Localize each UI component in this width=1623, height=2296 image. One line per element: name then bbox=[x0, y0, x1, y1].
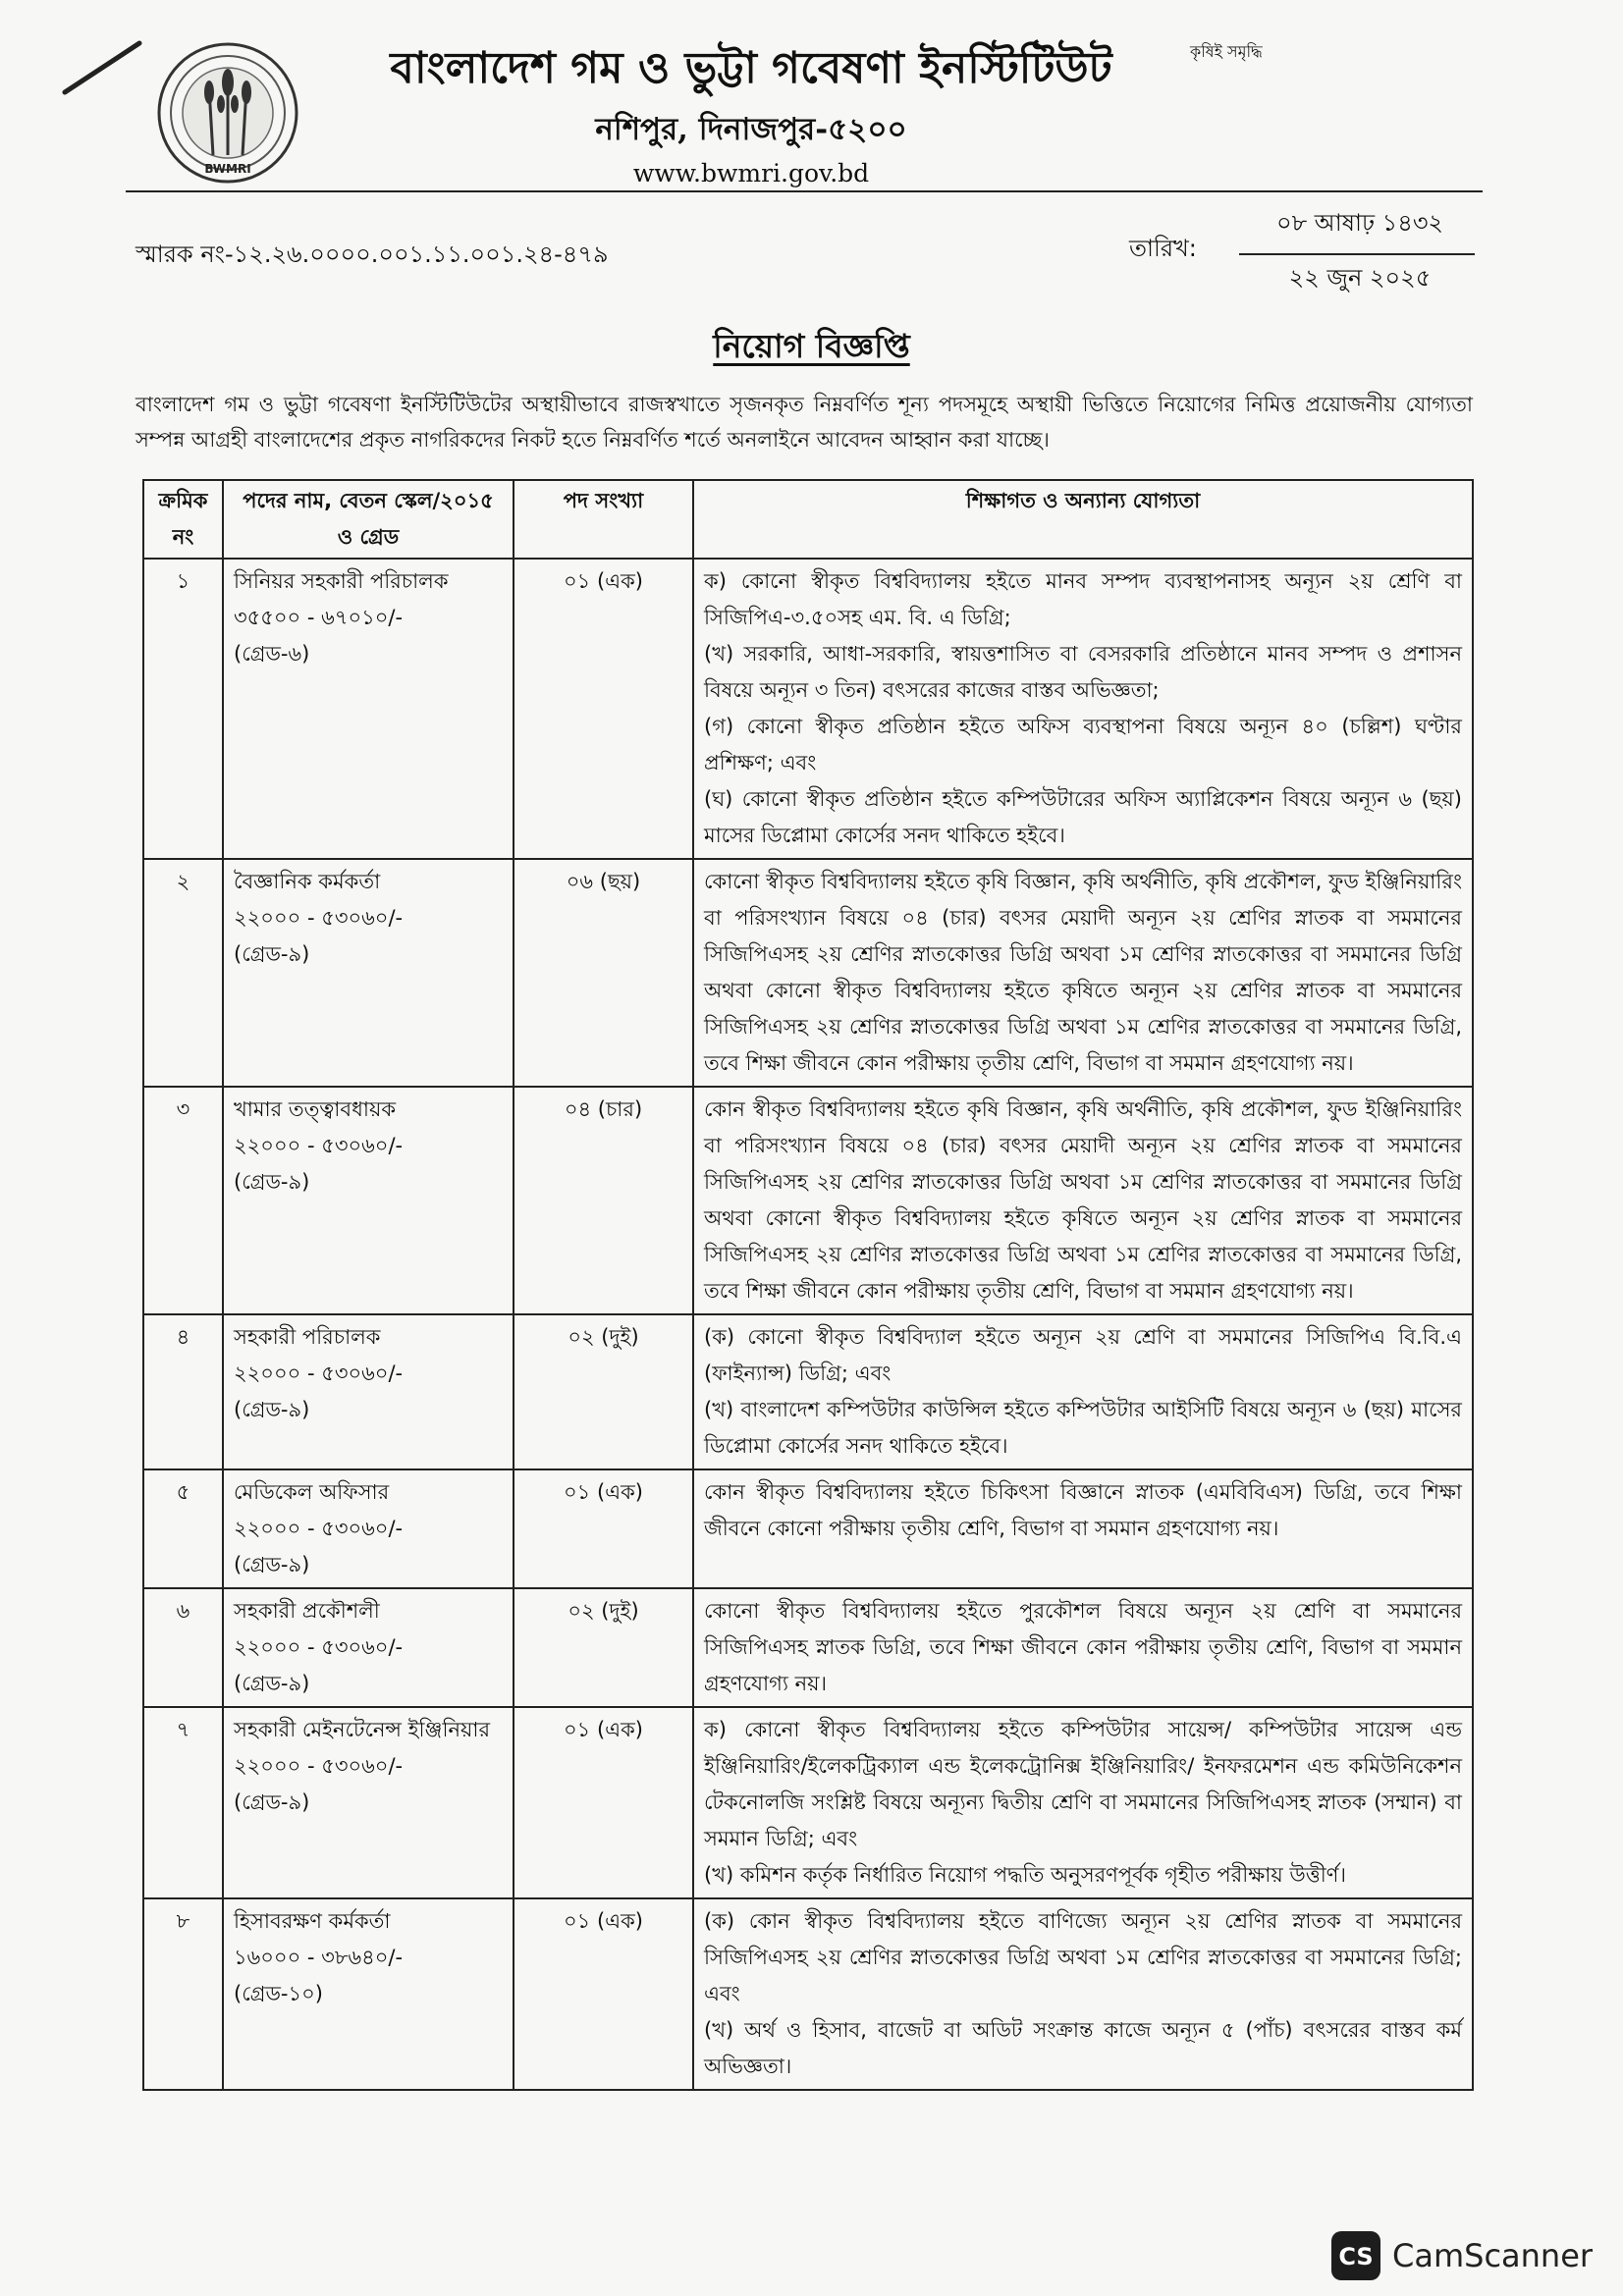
row-post-cell bbox=[223, 1588, 514, 1707]
row-post-count: ০৬ (ছয়) bbox=[514, 859, 693, 1087]
row-serial: ৩ bbox=[143, 1087, 223, 1314]
post-name: হিসাবরক্ষণ কর্মকর্তা bbox=[234, 1909, 391, 1933]
post-name: খামার তত্ত্বাবধায়ক bbox=[234, 1097, 397, 1121]
org-address: নশিপুর, দিনাজপুর-৫২০০ bbox=[595, 112, 907, 147]
row-post-cell bbox=[223, 859, 514, 1087]
row-serial: ৪ bbox=[143, 1314, 223, 1469]
qualification-item: (খ) অর্থ ও হিসাব, বাজেট বা অডিট সংক্রান্ত কাজে অন্যূন ৫ (পাঁচ) বৎসরের বাস্তব কর্ম অভিজ্ঞতা। bbox=[704, 2018, 1462, 2078]
row-qualification-cell bbox=[693, 1588, 1473, 1707]
grade: (গ্রেড-৯) bbox=[234, 942, 310, 966]
row-post-cell bbox=[223, 1087, 514, 1314]
vacancy-table bbox=[142, 479, 1474, 2091]
table-row bbox=[143, 1087, 1473, 1314]
pay-scale: ২২০০০ - ৫৩০৬০/- bbox=[234, 1362, 404, 1385]
row-serial: ৭ bbox=[143, 1707, 223, 1898]
org-name: বাংলাদেশ গম ও ভুট্টা গবেষণা ইনস্টিটিউট bbox=[390, 43, 1112, 93]
pay-scale: ২২০০০ - ৫৩০৬০/- bbox=[234, 1635, 404, 1659]
qualification-item: (ক) কোনো স্বীকৃত বিশ্ববিদ্যাল হইতে অন্যূন ২য় শ্রেণি বা সমমানের সিজিপিএ বি.বি.এ (ফাইন্যান্স) ডিগ্রি; এবং bbox=[704, 1325, 1462, 1385]
date-divider bbox=[1239, 253, 1475, 255]
grade: (গ্রেড-৯) bbox=[234, 1170, 310, 1194]
row-post-count: ০১ (এক) bbox=[514, 1898, 693, 2090]
grade: (গ্রেড-৯) bbox=[234, 1672, 310, 1695]
institute-logo bbox=[154, 39, 301, 187]
row-serial: ৬ bbox=[143, 1588, 223, 1707]
table-row bbox=[143, 1588, 1473, 1707]
post-name: সহকারী মেইনটেনেন্স ইঞ্জিনিয়ার bbox=[234, 1718, 491, 1741]
row-qualification-cell bbox=[693, 1314, 1473, 1469]
org-website: www.bwmri.gov.bd bbox=[632, 159, 870, 187]
motto-text: কৃষিই সমৃদ্ধি bbox=[1190, 42, 1263, 61]
qualification-item: কোন স্বীকৃত বিশ্ববিদ্যালয় হইতে কৃষি বিজ্ঞান, কৃষি অর্থনীতি, কৃষি প্রকৌশল, ফুড ইঞ্জিনিয়ারিং বা পরিসংখ্যান বিষয়ে ০৪ (চার) বৎসর মেয়াদী অন্যূন ২য় শ্রেণির স্নাতক বা সমমানের সিজিপিএসহ ২য় শ্রেণির স্নাতকোত্তর ডিগ্রি অথবা ১ম শ্রেণির স্নাতকোত্তর বা সমমানের ডিগ্রি অথবা কোনো স্বীকৃত বিশ্ববিদ্যালয় হইতে কৃষিতে অন্যূন ২য় শ্রেণির স্নাতক বা সমমানের সিজিপিএসহ ২য় শ্রেণির স্নাতকোত্তর ডিগ্রি অথবা ১ম শ্রেণির স্নাতকোত্তর বা সমমানের ডিগ্রি, তবে শিক্ষা জীবনে কোন পরীক্ষায় তৃতীয় শ্রেণি, বিভাগ বা সমমান গ্রহণযোগ্য নয়। bbox=[704, 1097, 1462, 1303]
qualification-item: (ক) কোন স্বীকৃত বিশ্ববিদ্যালয় হইতে বাণিজ্যে অন্যূন ২য় শ্রেণির স্নাতক বা সমমানের সিজিপিএসহ ২য় শ্রেণির স্নাতকোত্তর ডিগ্রি অথবা ১ম শ্রেণির স্নাতকোত্তর বা সমমানের ডিগ্রি; এবং bbox=[704, 1909, 1462, 2005]
row-post-count: ০১ (এক) bbox=[514, 1469, 693, 1588]
grade: (গ্রেড-১০) bbox=[234, 1982, 323, 2005]
pay-scale: ২২০০০ - ৫৩০৬০/- bbox=[234, 1517, 404, 1540]
header-serial: ক্রমিক নং bbox=[143, 480, 223, 559]
svg-text:CS: CS bbox=[1338, 2243, 1374, 2270]
post-name: বৈজ্ঞানিক কর্মকর্তা bbox=[234, 870, 381, 893]
table-row bbox=[143, 559, 1473, 859]
row-qualification-cell bbox=[693, 559, 1473, 859]
row-serial: ২ bbox=[143, 859, 223, 1087]
header-count: পদ সংখ্যা bbox=[514, 480, 693, 559]
camscanner-watermark: CamScanner bbox=[1392, 2237, 1594, 2274]
memo-number: স্মারক নং-১২.২৬.০০০০.০০১.১১.০০১.২৪-৪৭৯ bbox=[135, 240, 609, 268]
row-qualification-cell bbox=[693, 1707, 1473, 1898]
header-divider bbox=[126, 190, 1483, 192]
post-name: সিনিয়র সহকারী পরিচালক bbox=[234, 569, 449, 593]
row-post-cell bbox=[223, 559, 514, 859]
post-name: মেডিকেল অফিসার bbox=[234, 1480, 390, 1504]
qualification-item: কোন স্বীকৃত বিশ্ববিদ্যালয় হইতে চিকিৎসা বিজ্ঞানে স্নাতক (এমবিবিএস) ডিগ্রি, তবে শিক্ষা জীবনে কোনো পরীক্ষায় তৃতীয় শ্রেণি, বিভাগ বা সমমান গ্রহণযোগ্য নয়। bbox=[704, 1480, 1462, 1540]
header-post: পদের নাম, বেতন স্কেল/২০১৫ ও গ্রেড bbox=[223, 480, 514, 559]
qualification-item: ক) কোনো স্বীকৃত বিশ্ববিদ্যালয় হইতে কম্পিউটার সায়েন্স/ কম্পিউটার সায়েন্স এন্ড ইঞ্জিনিয়ারিং/ইলেকট্রিক্যাল এন্ড ইলেকট্রোনিক্স ইঞ্জিনিয়ারিং/ ইনফরমেশন এন্ড কমিউনিকেশন টেকনোলজি সংশ্লিষ্ট বিষয়ে অন্যূন্য দ্বিতীয় শ্রেণি বা সমমানের সিজিপিএসহ স্নাতক (সম্মান) বা সমমান ডিগ্রি; এবং bbox=[704, 1718, 1462, 1850]
table-header-row bbox=[143, 480, 1473, 559]
qualification-item: (গ) কোনো স্বীকৃত প্রতিষ্ঠান হইতে অফিস ব্যবস্থাপনা বিষয়ে অন্যূন ৪০ (চল্লিশ) ঘণ্টার প্রশিক্ষণ; এবং bbox=[704, 715, 1462, 774]
grade: (গ্রেড-৬) bbox=[234, 642, 310, 666]
pay-scale: ১৬০০০ - ৩৮৬৪০/- bbox=[234, 1946, 404, 1969]
header-qualification: শিক্ষাগত ও অন্যান্য যোগ্যতা bbox=[693, 480, 1473, 559]
pen-stroke-mark bbox=[61, 39, 143, 96]
row-post-count: ০২ (দুই) bbox=[514, 1314, 693, 1469]
row-serial: ৮ bbox=[143, 1898, 223, 2090]
row-qualification-cell bbox=[693, 1087, 1473, 1314]
table-row bbox=[143, 1314, 1473, 1469]
row-qualification-cell bbox=[693, 1898, 1473, 2090]
grade: (গ্রেড-৯) bbox=[234, 1398, 310, 1421]
row-post-cell bbox=[223, 1898, 514, 2090]
table-row bbox=[143, 1707, 1473, 1898]
notice-intro: বাংলাদেশ গম ও ভুট্টা গবেষণা ইনস্টিটিউটের অস্থায়ীভাবে রাজস্বখাতে সৃজনকৃত নিম্নবর্ণিত শূন্য পদসমূহে অস্থায়ী ভিত্তিতে নিয়োগের নিমিত্ত প্রয়োজনীয় যোগ্যতা সম্পন্ন আগ্রহী বাংলাদেশের প্রকৃত নাগরিকদের নিকট হতে নিম্নবর্ণিত শর্তে অনলাইনে আবেদন আহ্বান করা যাচ্ছে। bbox=[135, 393, 1473, 452]
row-serial: ১ bbox=[143, 559, 223, 859]
row-post-count: ০১ (এক) bbox=[514, 1707, 693, 1898]
qualification-item: ক) কোনো স্বীকৃত বিশ্ববিদ্যালয় হইতে মানব সম্পদ ব্যবস্থাপনাসহ অন্যূন ২য় শ্রেণি বা সিজিপিএ-৩.৫০সহ এম. বি. এ ডিগ্রি; bbox=[704, 569, 1462, 629]
qualification-item: (খ) বাংলাদেশ কম্পিউটার কাউন্সিল হইতে কম্পিউটার আইসিটি বিষয়ে অন্যূন ৬ (ছয়) মাসের ডিপ্লোমা কোর্সের সনদ থাকিতে হইবে। bbox=[704, 1398, 1462, 1458]
date-label: তারিখ: bbox=[1129, 235, 1197, 262]
qualification-item: কোনো স্বীকৃত বিশ্ববিদ্যালয় হইতে পুরকৌশল বিষয়ে অন্যূন ২য় শ্রেণি বা সমমানের সিজিপিএসহ স্নাতক ডিগ্রি, তবে শিক্ষা জীবনে কোন পরীক্ষায় তৃতীয় শ্রেণি, বিভাগ বা সমমান গ্রহণযোগ্য নয়। bbox=[704, 1599, 1462, 1695]
row-post-count: ০১ (এক) bbox=[514, 559, 693, 859]
grade: (গ্রেড-৯) bbox=[234, 1790, 310, 1814]
grade: (গ্রেড-৯) bbox=[234, 1553, 310, 1576]
pay-scale: ২২০০০ - ৫৩০৬০/- bbox=[234, 1134, 404, 1157]
table-row bbox=[143, 859, 1473, 1087]
logo-text: BWMRI bbox=[204, 162, 251, 176]
qualification-item: (ঘ) কোনো স্বীকৃত প্রতিষ্ঠান হইতে কম্পিউটারের অফিস অ্যাপ্লিকেশন বিষয়ে অন্যূন ৬ (ছয়) মাসের ডিপ্লোমা কোর্সের সনদ থাকিতে হইবে। bbox=[704, 787, 1462, 847]
table-row bbox=[143, 1469, 1473, 1588]
notice-title: নিয়োগ বিজ্ঞপ্তি bbox=[713, 327, 910, 365]
row-post-cell bbox=[223, 1707, 514, 1898]
qualification-item: কোনো স্বীকৃত বিশ্ববিদ্যালয় হইতে কৃষি বিজ্ঞান, কৃষি অর্থনীতি, কৃষি প্রকৌশল, ফুড ইঞ্জিনিয়ারিং বা পরিসংখ্যান বিষয়ে ০৪ (চার) বৎসর মেয়াদী অন্যূন ২য় শ্রেণির স্নাতক বা সমমানের সিজিপিএসহ ২য় শ্রেণির স্নাতকোত্তর ডিগ্রি অথবা ১ম শ্রেণির স্নাতকোত্তর বা সমমানের ডিগ্রি অথবা কোনো স্বীকৃত বিশ্ববিদ্যালয় হইতে কৃষিতে অন্যূন ২য় শ্রেণির স্নাতক বা সমমানের সিজিপিএসহ ২য় শ্রেণির স্নাতকোত্তর ডিগ্রি অথবা ১ম শ্রেণির স্নাতকোত্তর বা সমমানের ডিগ্রি, তবে শিক্ষা জীবনে কোন পরীক্ষায় তৃতীয় শ্রেণি, বিভাগ বা সমমান গ্রহণযোগ্য নয়। bbox=[704, 870, 1462, 1075]
pay-scale: ২২০০০ - ৫৩০৬০/- bbox=[234, 906, 404, 930]
camscanner-logo-icon bbox=[1331, 2231, 1380, 2280]
qualification-item: (খ) কমিশন কর্তৃক নির্ধারিত নিয়োগ পদ্ধতি অনুসরণপূর্বক গৃহীত পরীক্ষায় উত্তীর্ণ। bbox=[704, 1863, 1346, 1887]
date-bengali: ০৮ আষাঢ় ১৪৩২ bbox=[1275, 209, 1444, 237]
pay-scale: ২২০০০ - ৫৩০৬০/- bbox=[234, 1754, 404, 1778]
row-post-cell bbox=[223, 1314, 514, 1469]
post-name: সহকারী পরিচালক bbox=[234, 1325, 381, 1349]
row-post-count: ০৪ (চার) bbox=[514, 1087, 693, 1314]
row-post-cell bbox=[223, 1469, 514, 1588]
date-gregorian: ২২ জুন ২০২৫ bbox=[1288, 264, 1432, 292]
table-row bbox=[143, 1898, 1473, 2090]
pay-scale: ৩৫৫০০ - ৬৭০১০/- bbox=[234, 606, 404, 629]
qualification-item: (খ) সরকারি, আধা-সরকারি, স্বায়ত্তশাসিত বা বেসরকারি প্রতিষ্ঠানে মানব সম্পদ ও প্রশাসন বিষয়ে অন্যূন ৩ তিন) বৎসরের কাজের বাস্তব অভিজ্ঞতা; bbox=[704, 642, 1462, 702]
row-qualification-cell bbox=[693, 859, 1473, 1087]
row-qualification-cell bbox=[693, 1469, 1473, 1588]
post-name: সহকারী প্রকৌশলী bbox=[234, 1599, 380, 1623]
row-post-count: ০২ (দুই) bbox=[514, 1588, 693, 1707]
row-serial: ৫ bbox=[143, 1469, 223, 1588]
